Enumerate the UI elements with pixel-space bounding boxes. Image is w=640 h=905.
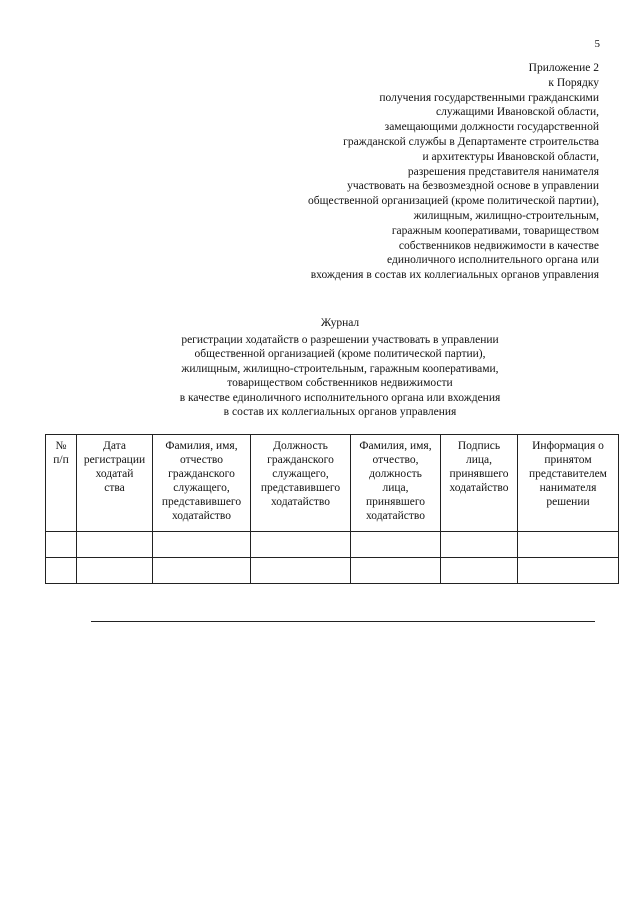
appendix-line: общественной организацией (кроме политической партии), [308,195,599,208]
appendix-line: жилищным, жилищно-строительным, [413,209,599,222]
journal-subtitle-line: в качестве единоличного исполнительного органа или вхождения [179,391,501,404]
table-cell [77,558,153,584]
journal-subtitle-line: товариществом собственников недвижимости [227,377,453,389]
table-cell [351,558,441,584]
column-header-applicant-name: Фамилия, имя, отчество гражданского служащего, представившего ходатайство [153,435,251,532]
table-cell [46,532,77,558]
table-header-row [46,435,619,532]
journal-title: Журнал [320,317,360,329]
page-number: 5 [594,38,600,50]
table-cell [351,532,441,558]
table-cell [77,532,153,558]
journal-subtitle-line: общественной организацией (кроме политической партии), [194,348,486,360]
table-cell [441,532,518,558]
table-cell [518,558,619,584]
appendix-line: участвовать на безвозмездной основе в управлении [347,180,599,193]
column-header-receiver-signature: Подпись лица, принявшего ходатайство [441,435,518,532]
column-header-number: № п/п [46,435,77,532]
table-cell [518,532,619,558]
table-cell [153,558,251,584]
appendix-line: разрешения представителя нанимателя [407,165,599,178]
column-header-decision-info: Информация о принятом представителем нанимателя решении [518,435,619,532]
appendix-line: гаражным кооперативами, товариществом [391,224,599,237]
appendix-header [179,61,599,283]
table-cell [251,558,351,584]
appendix-line: служащими Ивановской области, [436,106,599,119]
appendix-line: единоличного исполнительного органа или [387,254,599,267]
table-row [46,558,619,584]
appendix-line: вхождения в состав их коллегиальных органов управления [310,269,599,282]
column-header-receiver-name: Фамилия, имя, отчество, должность лица, принявшего ходатайство [351,435,441,532]
table-cell [251,532,351,558]
column-header-applicant-position: Должность гражданского служащего, представившего ходатайство [251,435,351,532]
journal-subtitle-line: жилищным, жилищно-строительным, гаражным кооперативами, [181,362,499,375]
appendix-line: гражданской службы в Департаменте строительства [343,135,599,148]
journal-heading [140,316,540,420]
journal-subtitle-line: регистрации ходатайств о разрешении участвовать в управлении [181,333,499,346]
table-cell [441,558,518,584]
table-cell [46,558,77,584]
registration-table [45,434,619,584]
appendix-line: собственников недвижимости в качестве [398,239,599,252]
appendix-line: и архитектуры Ивановской области, [422,150,599,163]
column-header-registration-date: Дата регистрации ходатай ства [77,435,153,532]
appendix-line: к Порядку [548,76,599,89]
table-row [46,532,619,558]
table-cell [153,532,251,558]
journal-subtitle-line: в состав их коллегиальных органов управления [223,406,457,418]
appendix-line: Приложение 2 [528,62,599,74]
appendix-line: замещающими должности государственной [384,121,599,134]
appendix-line: получения государственными гражданскими [379,91,599,104]
footnote-separator-line [91,621,595,622]
